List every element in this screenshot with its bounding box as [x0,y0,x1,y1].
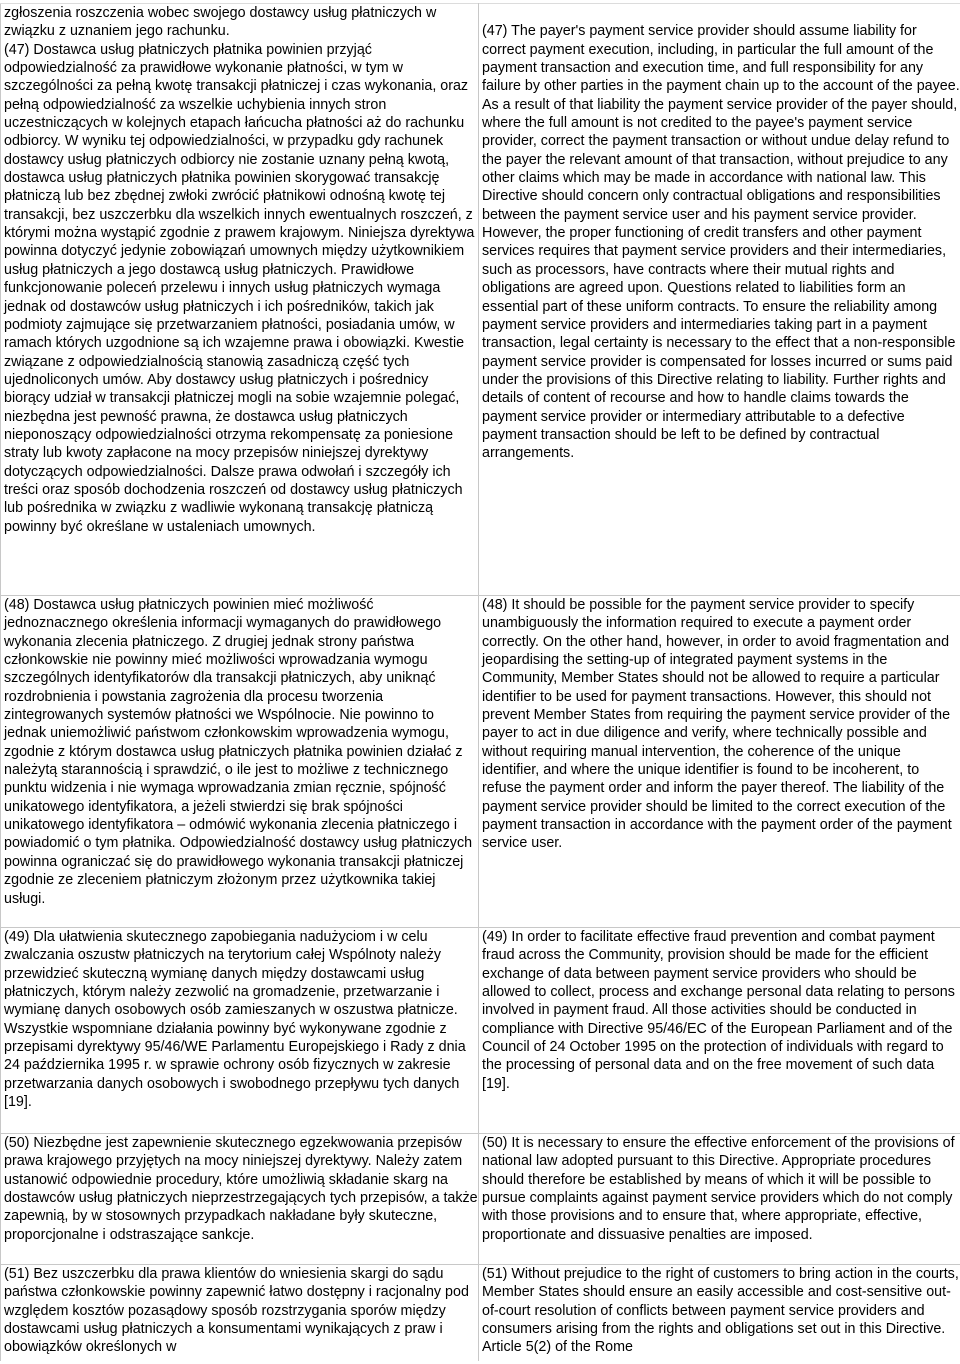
table-row [1,4,960,596]
table-row [1,1134,960,1265]
polish-text-cell [1,928,479,1134]
paragraph-47-en: (47) The payer's payment service provider should assume liability for correct payment execution, including, in particular the full amount of the payment transaction and execution time, and full responsibility for any failure by other parties in the payment chain up to the account of the payee. As a result of that liability the payment service provider of the payer should, where the full amount is not credited to the payee's payment service provider, correct the payment transaction or without undue delay refund to the payer the relevant amount of that transaction, without prejudice to any other claims which may be made in accordance with national law. This Directive should concern only contractual obligations and responsibilities between the payment service user and his payment service provider. However, the proper functioning of credit transfers and other payment services requires that payment service providers and their intermediaries, such as processors, have contracts where their mutual rights and obligations are agreed upon. Questions related to liabilities form an essential part of these uniform contracts. To ensure the reliability among payment service providers and intermediaries taking part in a payment transaction, legal certainty is necessary to the effect that a non-responsible payment service provider is compensated for losses incurred or sums paid under the provisions of this Directive relating to liability. Further rights and details of content of recourse and how to handle claims towards the payment service provider or intermediary attributable to a defective payment transaction should be left to be defined by contractual arrangements. [482,4,960,463]
paragraph-48-pl: (48) Dostawca usług płatniczych powinien mieć możliwość jednoznacznego określenia informacji wymaganych do prawidłowego wykonania zlecenia płatniczego. Z drugiej jednak strony państwa członkowskie nie powinny mieć możliwości wprowadzania wymogu szczególnych identyfikatorów dla transakcji płatniczych, aby uniknąć rozdrobnienia i powstania zagrożenia dla procesu tworzenia zintegrowanych systemów płatności we Wspólnocie. Nie powinno to jednak uniemożliwić państwom członkowskim wprowadzenia wymogu, zgodnie z którym dostawca usług płatniczych płatnika powinien działać z należytą starannością i sprawdzić, o ile jest to możliwe z technicznego punktu widzenia i nie wymaga wprowadzania zmian ręcznie, spójność unikatowego identyfikatora, a jeżeli stwierdzi się brak spójności unikatowego identyfikatora – odmówić wykonania zlecenia płatniczego i powiadomić o tym płatnika. Odpowiedzialność dostawcy usług płatniczych powinna ograniczać się do prawidłowego wykonania transakcji płatniczej zgodnie ze zleceniem płatniczym złożonym przez użytkownika takiej usługi. [4,596,478,908]
english-text-cell [479,928,960,1134]
paragraph-49-pl: (49) Dla ułatwienia skutecznego zapobiegania nadużyciom i w celu zwalczania oszustw płatniczych na terytorium całej Wspólnoty należy przewidzieć skuteczną wymianę danych między dostawcami usług płatniczych, którym należy zezwolić na gromadzenie, przetwarzanie i wymianę danych osobowych osób zamieszanych w oszustwa płatnicze. Wszystkie wspomniane działania powinny być wykonywane zgodnie z przepisami dyrektywy 95/46/WE Parlamentu Europejskiego i Rady z dnia 24 października 1995 r. w sprawie ochrony osób fizycznych w zakresie przetwarzania danych osobowych i swobodnego przepływu tych danych [19]. [4,928,478,1111]
polish-text-cell [1,1265,479,1361]
polish-text-cell [1,1134,479,1265]
english-text-cell [479,4,960,596]
paragraph-50-en: (50) It is necessary to ensure the effective enforcement of the provisions of national law adopted pursuant to this Directive. Appropriate procedures should therefore be established by means of which it will be possible to pursue complaints against payment service providers which do not comply with those provisions and to ensure that, where appropriate, effective, proportionate and dissuasive penalties are imposed. [482,1134,960,1244]
paragraph-51-pl: (51) Bez uszczerbku dla prawa klientów do wniesienia skargi do sądu państwa członkowskie powinny zapewnić łatwo dostępny i racjonalny pod względem kosztów pozasądowy sposób rozstrzygania sporów między dostawcami usług płatniczych a konsumentami wynikających z praw i obowiązków określonych w [4,1265,478,1357]
paragraph-47-pl: zgłoszenia roszczenia wobec swojego dostawcy usług płatniczych w związku z uznaniem jego rachunku. (47) Dostawca usług płatniczych płatnika powinien przyjąć odpowiedzialność za prawidłowe wykonanie płatności, w tym w szczególności za pełną kwotę transakcji płatniczej i czas wykonania, oraz pełną odpowiedzialność za wszelkie uchybienia innych stron uczestniczących w kolejnych etapach łańcucha płatności aż do rachunku odbiorcy. W wyniku tej odpowiedzialności, w przypadku gdy rachunek dostawcy usług płatniczych odbiorcy nie zostanie uznany pełną kwotą, dostawca usług płatniczych płatnika powinien skorygować transakcję płatniczą lub bez zbędnej zwłoki zwrócić płatnikowi odnośną kwotę tej transakcji, bez uszczerbku dla wszelkich innych ewentualnych roszczeń, z którymi można wystąpić zgodnie z prawem krajowym. Niniejsza dyrektywa powinna dotyczyć jedynie zobowiązań umownych między użytkownikiem usług płatniczych a jego dostawcą usług płatniczych. Prawidłowe funkcjonowanie poleceń przelewu i innych usług płatniczych wymaga jednak od dostawców usług płatniczych i ich pośredników, takich jak podmioty zajmujące się przetwarzaniem płatności, posiadania umów, w ramach których uzgodnione są ich wzajemne prawa i obowiązki. Kwestie związane z odpowiedzialnością stanowią zasadniczą część tych ujednoliconych umów. Aby dostawcy usług płatniczych i pośrednicy biorący udział w transakcji płatniczej mogli na sobie wzajemnie polegać, niezbędna jest pewność prawna, że dostawca usług płatniczych nieponoszący odpowiedzialności otrzyma rekompensatę za poniesione straty lub kwoty zapłacone na mocy przepisów niniejszej dyrektywy dotyczących odpowiedzialności. Dalsze prawa odwołań i szczegóły ich treści oraz sposób dochodzenia roszczeń od dostawcy usług płatniczych lub pośrednika w związku z wadliwie wykonaną transakcję płatniczą powinny być określane w ustaleniach umownych. [4,4,478,536]
polish-text-cell [1,4,479,596]
paragraph-50-pl: (50) Niezbędne jest zapewnienie skutecznego egzekwowania przepisów prawa krajowego przyjętych na mocy niniejszej dyrektywy. Należy zatem ustanowić odpowiednie procedury, które umożliwią składanie skarg na dostawców usług płatniczych nieprzestrzegających tych przepisów, a także zapewnią, by w stosownych przypadkach nakładane były skuteczne, proporcjonalne i odstraszające sankcje. [4,1134,478,1244]
english-text-cell [479,1134,960,1265]
table-row [1,1265,960,1361]
table-row [1,928,960,1134]
polish-text-cell [1,596,479,928]
english-text-cell [479,1265,960,1361]
parallel-text-table [0,3,960,1361]
paragraph-48-en: (48) It should be possible for the payment service provider to specify unambiguously the information required to execute a payment order correctly. On the other hand, however, in order to avoid fragmentation and jeopardising the setting-up of integrated payment systems in the Community, Member States should not be allowed to require a particular identifier to be used for payment transactions. However, this should not prevent Member States from requiring the payment service provider of the payer to act in due diligence and verify, where technically possible and without requiring manual intervention, the coherence of the unique identifier, and where the unique identifier is found to be incoherent, to refuse the payment order and inform the payer thereof. The liability of the payment service provider should be limited to the correct execution of the payment transaction in accordance with the payment order of the payment service user. [482,596,960,853]
paragraph-51-en: (51) Without prejudice to the right of customers to bring action in the courts, Member States should ensure an easily accessible and cost-sensitive out-of-court resolution of conflicts between payment service providers and consumers arising from the rights and obligations set out in this Directive. Article 5(2) of the Rome [482,1265,960,1357]
table-row [1,596,960,928]
english-text-cell [479,596,960,928]
paragraph-49-en: (49) In order to facilitate effective fraud prevention and combat payment fraud across the Community, provision should be made for the efficient exchange of data between payment service providers who should be allowed to collect, process and exchange personal data relating to persons involved in payment fraud. All those activities should be conducted in compliance with Directive 95/46/EC of the European Parliament and of the Council of 24 October 1995 on the protection of individuals with regard to the processing of personal data and on the free movement of such data [19]. [482,928,960,1093]
